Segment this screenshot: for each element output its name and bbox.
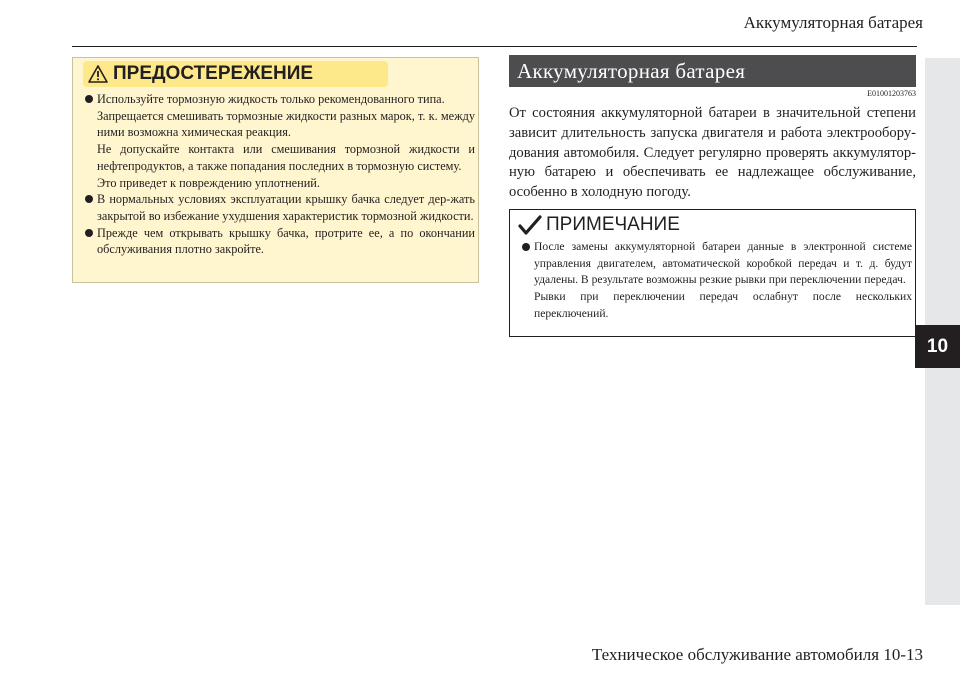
warning-item-text: В нормальных условиях эксплуатации крышку бачка следует дер-жать закрытой во избежание ухудшения характеристик тормозной жидкости. bbox=[97, 192, 475, 223]
chapter-tab: 10 bbox=[915, 325, 960, 368]
warning-item bbox=[83, 225, 475, 258]
warning-triangle-icon bbox=[83, 65, 113, 83]
warning-item-text: Прежде чем открывать крышку бачка, протрите ее, а по окончании обслуживания плотно закройте. bbox=[97, 225, 475, 257]
bullet-icon bbox=[522, 243, 530, 251]
warning-title: ПРЕДОСТЕРЕЖЕНИЕ bbox=[113, 63, 314, 84]
note-box bbox=[509, 209, 916, 337]
warning-item bbox=[83, 91, 475, 191]
note-title: ПРИМЕЧАНИЕ bbox=[546, 214, 680, 235]
section-paragraph: От состояния аккумуляторной батареи в значительной степени зависит длительность запуска двигателя и работа электрообору-дования автомобиля. Следует регулярно проверять аккумулятор-ную батарею и обеспечивать ее надлежащее обслуживание, особенно в холодную погоду. bbox=[509, 105, 916, 201]
warning-item-text: Используйте тормозную жидкость только рекомендованного типа. bbox=[97, 92, 445, 106]
section-title: Аккумуляторная батарея bbox=[509, 55, 916, 87]
warning-body bbox=[83, 91, 475, 258]
page-footer-title: Техническое обслуживание автомобиля 10-13 bbox=[591, 645, 923, 664]
note-body bbox=[520, 239, 912, 323]
note-item bbox=[520, 239, 912, 323]
warning-header bbox=[83, 61, 388, 87]
warning-item-text: Это приведет к повреждению уплотнений. bbox=[97, 175, 320, 190]
note-header bbox=[514, 212, 680, 238]
bullet-icon bbox=[85, 195, 93, 203]
warning-box bbox=[72, 57, 479, 283]
note-item-text: После замены аккумуляторной батареи данные в электронной системе управления двигателем, автоматической коробкой передач и т. д. будут удалены. В результате возможны резкие рывки при переключении передач. bbox=[534, 240, 912, 287]
warning-item bbox=[83, 191, 475, 224]
page-header-title: Аккумуляторная батарея bbox=[743, 13, 923, 32]
pencil-check-icon bbox=[514, 214, 546, 236]
note-item-text: Рывки при переключении передач ослабнут после нескольких переключений. bbox=[534, 290, 912, 320]
bullet-icon bbox=[85, 229, 93, 237]
header-rule bbox=[72, 46, 917, 47]
warning-item-text: Запрещается смешивать тормозные жидкости разных марок, т. к. между ними возможна химическая реакция. bbox=[97, 108, 475, 140]
section-code: E01001203763 bbox=[867, 89, 916, 98]
warning-item-text: Не допускайте контакта или смешивания тормозной жидкости и нефтепродуктов, а также попадания последних в тормозную систему. bbox=[97, 142, 475, 173]
bullet-icon bbox=[85, 95, 93, 103]
